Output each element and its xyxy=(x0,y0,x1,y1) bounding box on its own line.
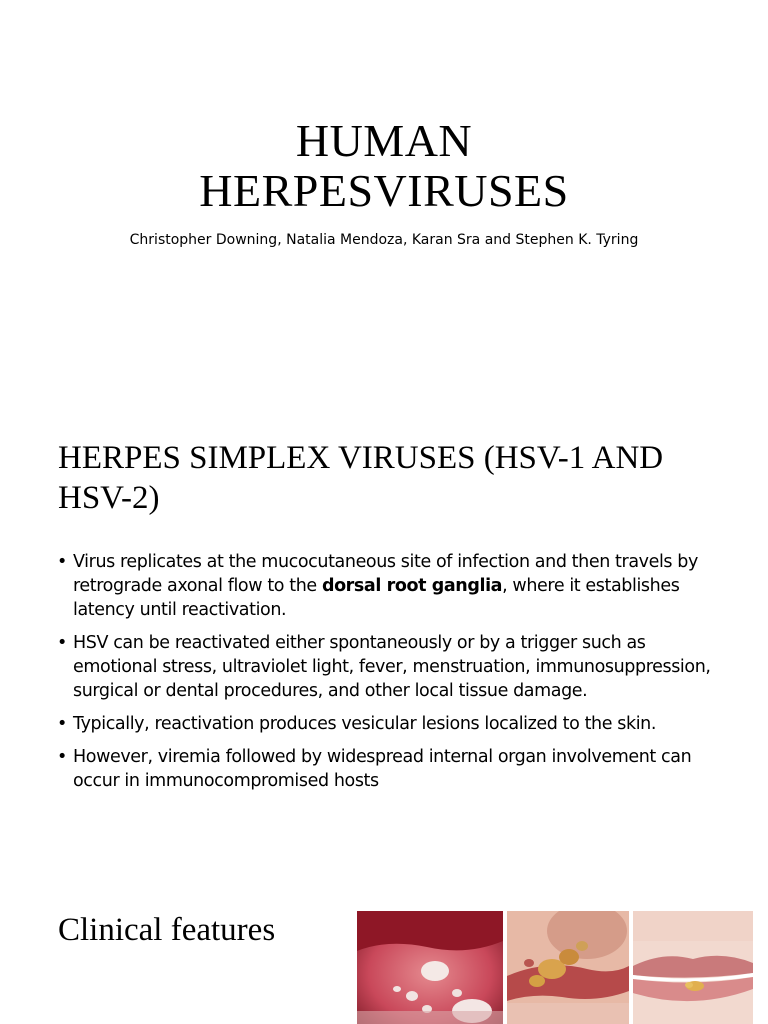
bullet-item: • However, viremia followed by widespread internal organ involvement can occur in immunocompromised hosts xyxy=(57,745,717,793)
oral-ulcers-photo xyxy=(357,911,503,1024)
bullet-text: , where it establishes latency until reactivation. xyxy=(73,576,680,620)
hsv-slide xyxy=(0,390,768,890)
section-title: HERPES SIMPLEX VIRUSES (HSV-1 AND HSV-2) xyxy=(58,440,664,516)
main-title-line2: HERPESVIRUSES xyxy=(199,165,569,216)
clinical-title: Clinical features xyxy=(58,912,276,948)
lip-lesion-photo xyxy=(507,911,629,1024)
title-slide xyxy=(0,0,768,390)
bullet-text: Virus replicates at the mucocutaneous site of infection and then travels by retrograde axonal flow to the xyxy=(73,552,698,596)
bullet-item: • HSV can be reactivated either spontaneously or by a trigger such as emotional stress, ultraviolet light, fever, menstruation, immunosuppression, surgical or dental procedures, and other local tissue damage. xyxy=(57,631,717,703)
authors-line: Christopher Downing, Natalia Mendoza, Karan Sra and Stephen K. Tyring xyxy=(129,232,639,248)
bullet-item: • Typically, reactivation produces vesicular lesions localized to the skin. xyxy=(57,712,717,736)
main-title-line1: HUMAN xyxy=(295,115,473,166)
bullet-item xyxy=(57,550,717,622)
main-title xyxy=(0,116,768,216)
bullet-bold-text: dorsal root ganglia xyxy=(321,576,503,596)
clinical-slide xyxy=(0,890,768,1024)
cold-sore-photo xyxy=(633,911,753,1024)
bullet-list xyxy=(57,550,717,802)
